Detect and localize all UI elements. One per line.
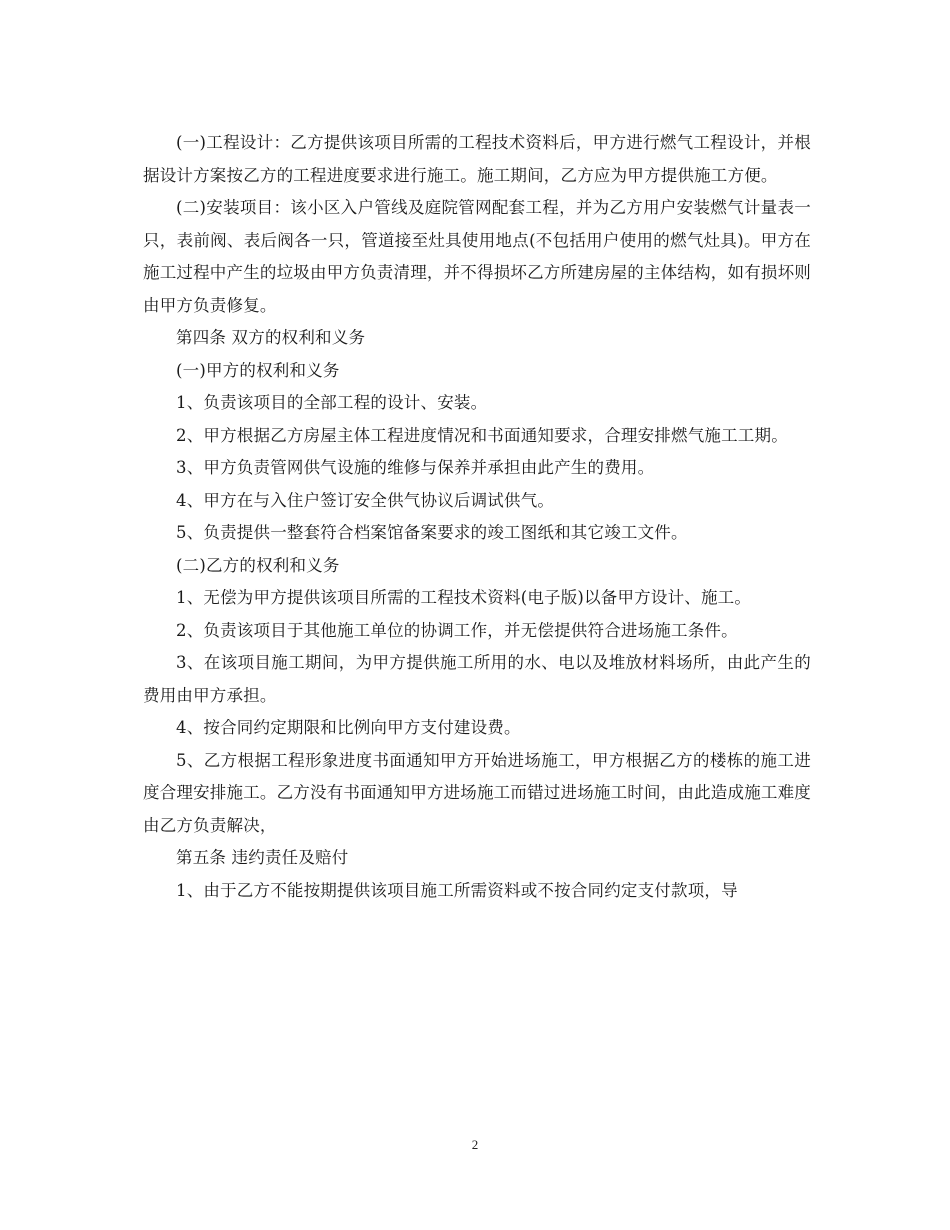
paragraph-engineering-design: (一)工程设计：乙方提供该项目所需的工程技术资料后，甲方进行燃气工程设计，并根据设计方案按乙方的工程进度要求进行施工。施工期间，乙方应为甲方提供施工方便。 [143, 133, 811, 185]
party-a-item-2: 2、甲方根据乙方房屋主体工程进度情况和书面通知要求，合理安排燃气施工工期。 [176, 425, 788, 445]
document-body [143, 127, 811, 907]
article-four-heading: 第四条 双方的权利和义务 [176, 328, 366, 347]
party-b-item-2: 2、负责该项目于其他施工单位的协调工作，并无偿提供符合进场施工条件。 [176, 620, 738, 640]
paragraph-installation-items: (二)安装项目：该小区入户管线及庭院管网配套工程，并为乙方用户安装燃气计量表一只，表前阀、表后阀各一只，管道接至灶具使用地点(不包括用户使用的燃气灶具)。甲方在施工过程中产生的垃圾由甲方负责清理，并不得损坏乙方所建房屋的主体结构，如有损坏则由甲方负责修复。 [143, 198, 811, 315]
article-five-heading: 第五条 违约责任及赔付 [176, 848, 349, 867]
party-b-item-5: 5、乙方根据工程形象进度书面通知甲方开始进场施工，甲方根据乙方的楼栋的施工进度合理安排施工。乙方没有书面通知甲方进场施工而错过进场施工时间，由此造成施工难度由乙方负责解决， [143, 750, 811, 835]
party-b-item-1: 1、无偿为甲方提供该项目所需的工程技术资料(电子版)以备甲方设计、施工。 [176, 588, 752, 607]
party-a-item-1: 1、负责该项目的全部工程的设计、安装。 [176, 393, 488, 412]
article-five-item-1: 1、由于乙方不能按期提供该项目施工所需资料或不按合同约定支付款项，导 [176, 880, 738, 900]
party-b-rights-heading: (二)乙方的权利和义务 [176, 555, 340, 575]
party-a-item-3: 3、甲方负责管网供气设施的维修与保养并承担由此产生的费用。 [176, 458, 655, 477]
page-number: 2 [471, 1137, 479, 1152]
party-a-item-5: 5、负责提供一整套符合档案馆备案要求的竣工图纸和其它竣工文件。 [176, 523, 688, 542]
party-a-rights-heading: (一)甲方的权利和义务 [176, 360, 340, 380]
party-b-item-3: 3、在该项目施工期间，为甲方提供施工所用的水、电以及堆放材料场所，由此产生的费用由甲方承担。 [143, 653, 811, 705]
party-a-item-4: 4、甲方在与入住户签订安全供气协议后调试供气。 [176, 490, 555, 510]
party-b-item-4: 4、按合同约定期限和比例向甲方支付建设费。 [176, 718, 521, 737]
